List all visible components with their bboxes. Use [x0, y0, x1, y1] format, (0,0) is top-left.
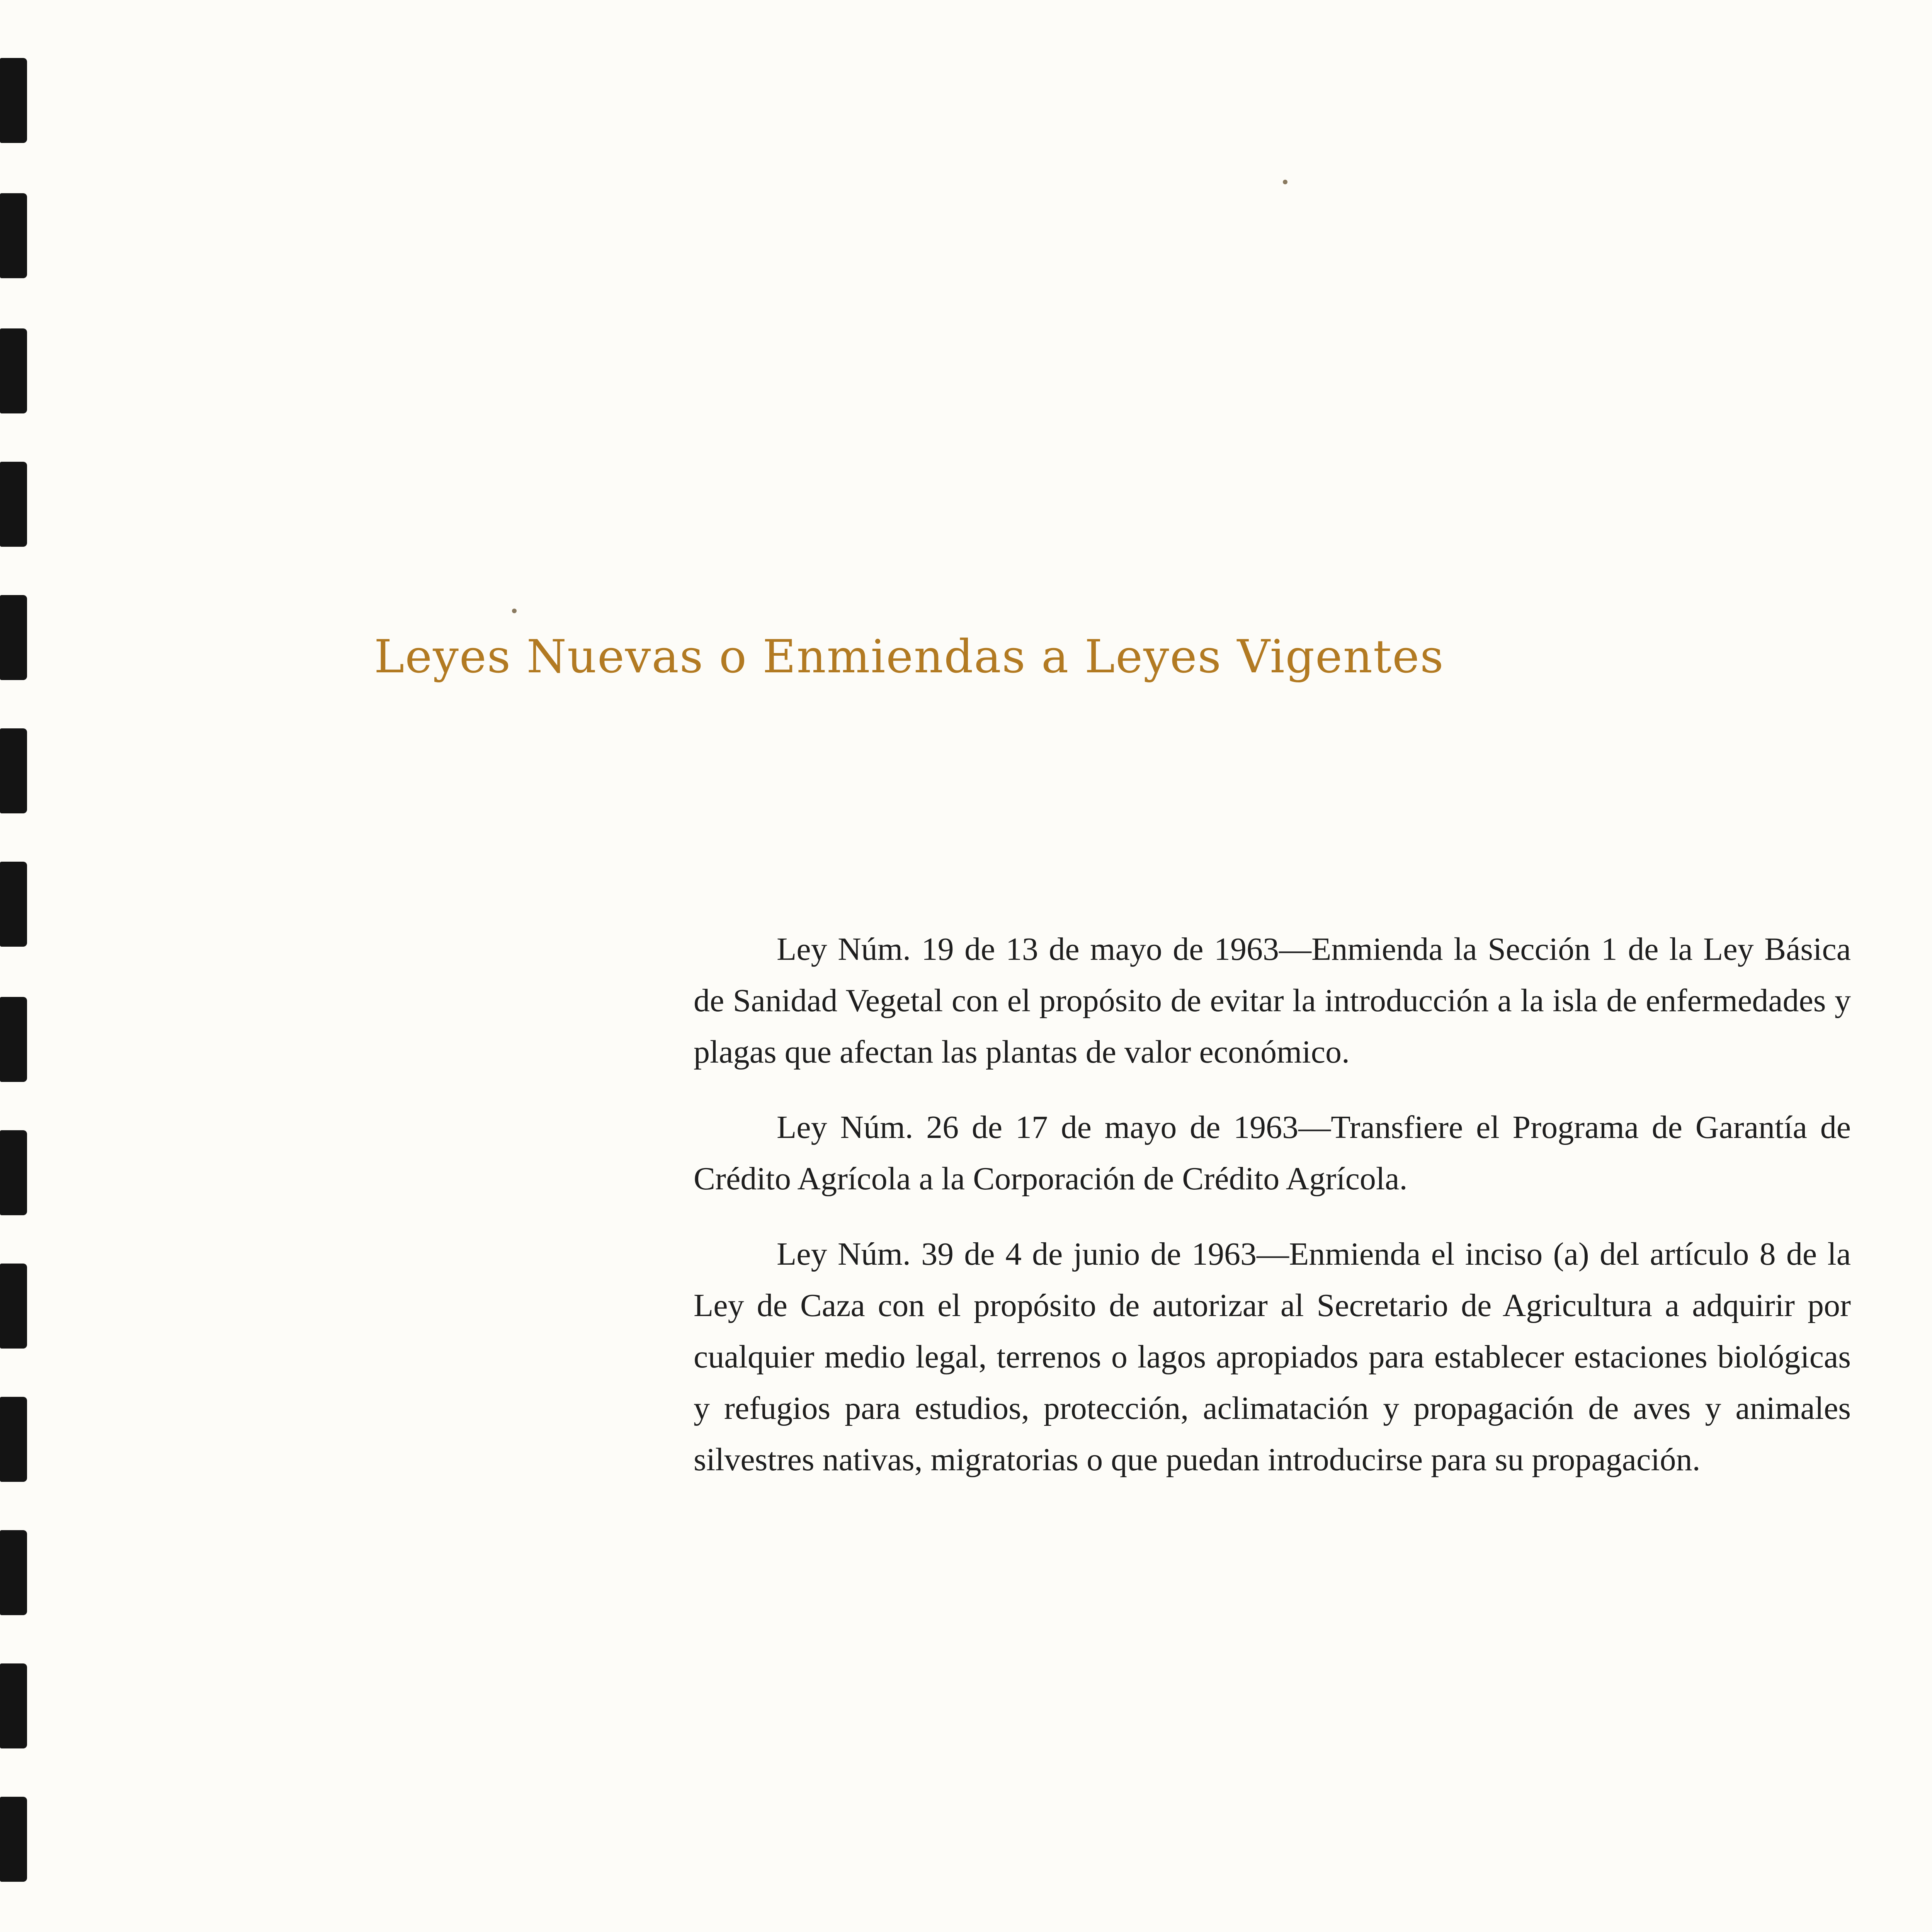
- binding-hole: [0, 728, 27, 813]
- binding-hole: [0, 1663, 27, 1748]
- law-paragraph-39: Ley Núm. 39 de 4 de junio de 1963—Enmienda el inciso (a) del artículo 8 de la Ley de Caza con el propósito de autorizar al Secretario de Agricultura a adquirir por cualquier medio legal, terrenos o lagos apropiados para establecer estaciones biológicas y refugios para estudios, protección, aclimatación y propagación de aves y animales silvestres nativas, migratorias o que puedan introducirse para su propagación.: [694, 1236, 1851, 1478]
- binding-hole: [0, 862, 27, 947]
- law-paragraph-19: Ley Núm. 19 de 13 de mayo de 1963—Enmienda la Sección 1 de la Ley Básica de Sanidad Vegetal con el propósito de evitar la introducción a la isla de enfermedades y plagas que afectan las plantas de valor económico.: [694, 931, 1851, 1070]
- binding-hole: [0, 1530, 27, 1615]
- binding-hole: [0, 193, 27, 278]
- binding-hole: [0, 595, 27, 680]
- binding-hole: [0, 58, 27, 143]
- binding-hole: [0, 997, 27, 1082]
- body-text: [694, 923, 1851, 1509]
- binding-hole: [0, 1397, 27, 1482]
- paper-speck: [1283, 180, 1287, 184]
- binding-hole: [0, 328, 27, 413]
- binding-hole: [0, 1797, 27, 1882]
- page-title: Leyes Nuevas o Enmiendas a Leyes Vigentes: [374, 630, 1444, 683]
- binding-hole: [0, 1130, 27, 1215]
- paper-speck: [512, 609, 517, 613]
- binding-hole: [0, 462, 27, 547]
- binding-hole: [0, 1264, 27, 1349]
- law-paragraph-26: Ley Núm. 26 de 17 de mayo de 1963—Transfiere el Programa de Garantía de Crédito Agrícola a la Corporación de Crédito Agrícola.: [694, 1109, 1851, 1197]
